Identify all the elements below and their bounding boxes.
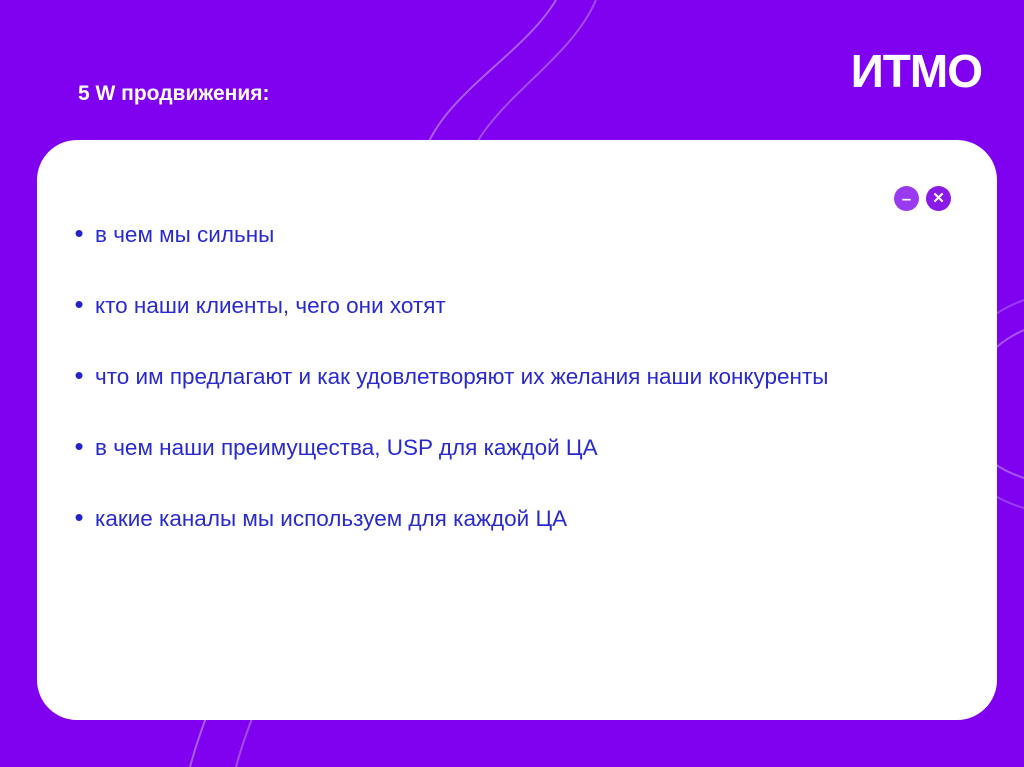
bullet-marker-icon: • <box>74 289 84 319</box>
close-icon[interactable]: ✕ <box>926 186 951 211</box>
list-item-label: какие каналы мы используем для каждой ЦА <box>95 506 568 531</box>
list-item-label: что им предлагают и как удовлетворяют их желания наши конкуренты <box>95 364 829 389</box>
itmo-logo: ИТМО <box>850 45 982 97</box>
list-item <box>63 502 967 535</box>
content-card <box>37 140 997 720</box>
bullet-list <box>63 218 967 573</box>
bullet-marker-icon: • <box>74 360 84 390</box>
bullet-marker-icon: • <box>74 218 84 248</box>
list-item <box>63 431 967 464</box>
minimize-icon[interactable]: – <box>894 186 919 211</box>
list-item <box>63 218 967 251</box>
list-item <box>63 360 967 393</box>
bullet-marker-icon: • <box>74 431 84 461</box>
window-controls <box>894 186 951 211</box>
list-item-label: в чем мы сильны <box>95 222 275 247</box>
list-item-label: в чем наши преимущества, USP для каждой ЦА <box>95 435 598 460</box>
page-title: 5 W продвижения: <box>78 82 270 105</box>
list-item <box>63 289 967 322</box>
bullet-marker-icon: • <box>74 502 84 532</box>
list-item-label: кто наши клиенты, чего они хотят <box>95 293 446 318</box>
